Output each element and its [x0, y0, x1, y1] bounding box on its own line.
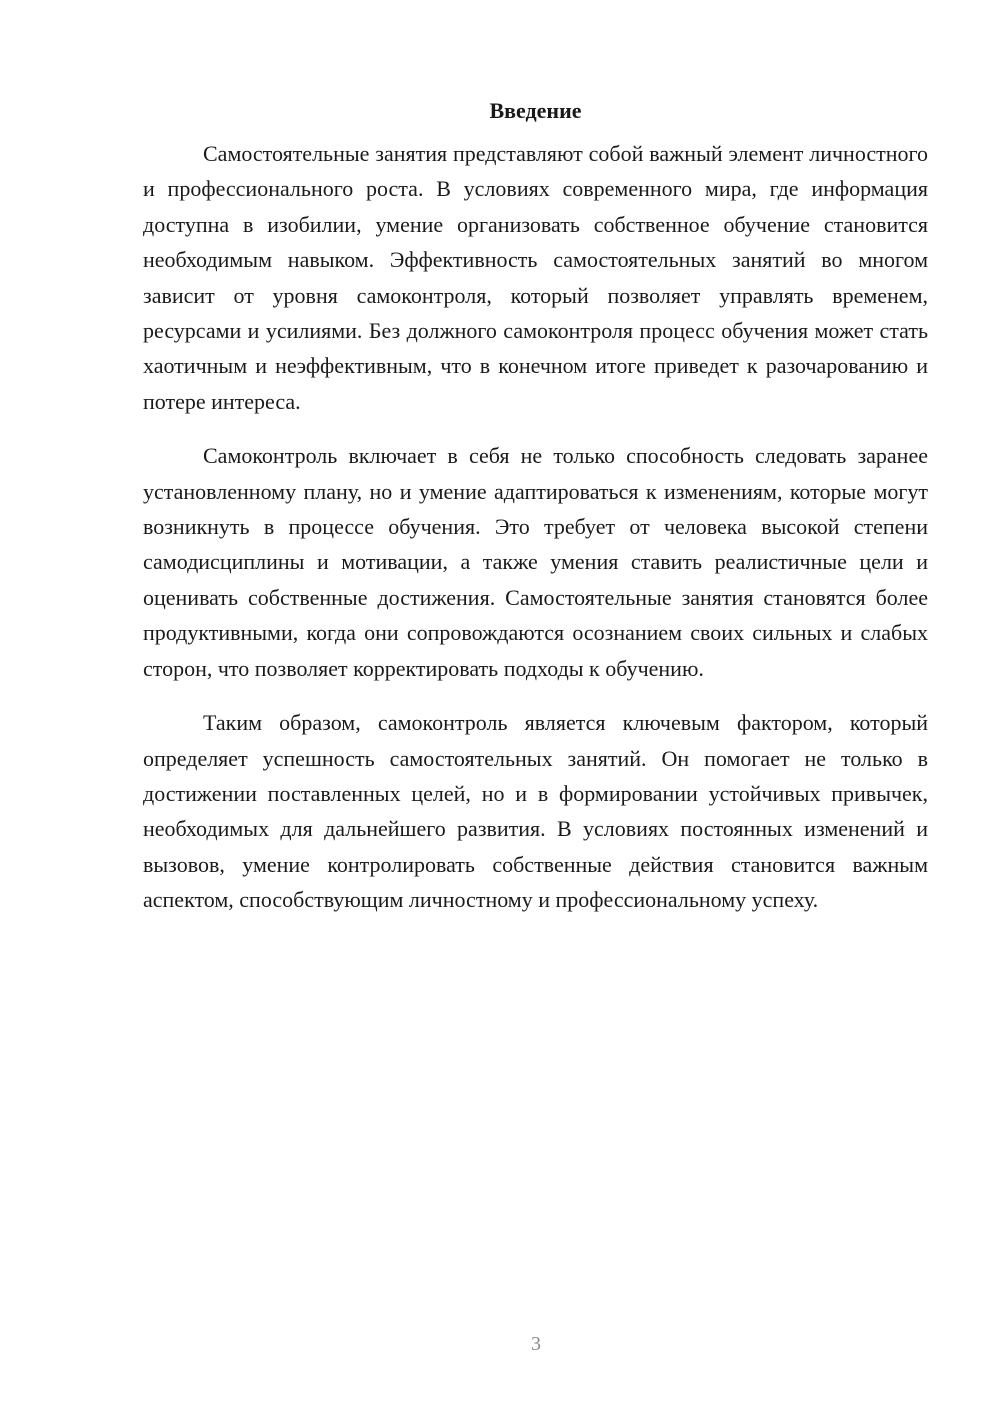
document-title: Введение: [489, 98, 582, 123]
paragraph-2: Самоконтроль включает в себя не только способность следовать заранее установленному плану, но и умение адаптироваться к изменениям, которые могут возникнуть в процессе обучения. Это требует от человека высокой степени самодисциплины и мотивации, а также умения ставить реалистичные цели и оценивать собственные достижения. Самостоятельные занятия становятся более продуктивными, когда они сопровождаются осознанием своих сильных и слабых сторон, что позволяет корректировать подходы к обучению.: [143, 443, 928, 681]
paragraph-3: Таким образом, самоконтроль является ключевым фактором, который определяет успешность самостоятельных занятий. Он помогает не только в достижении поставленных целей, но и в формировании устойчивых привычек, необходимых для дальнейшего развития. В условиях постоянных изменений и вызовов, умение контролировать собственные действия становится важным аспектом, способствующим личностному и профессиональному успеху.: [143, 710, 928, 913]
paragraph-1: Самостоятельные занятия представляют собой важный элемент личностного и профессионального роста. В условиях современного мира, где информация доступна в изобилии, умение организовать собственное обучение становится необходимым навыком. Эффективность самостоятельных занятий во многом зависит от уровня самоконтроля, который позволяет управлять временем, ресурсами и усилиями. Без должного самоконтроля процесс обучения может стать хаотичным и неэффективным, что в конечном итоге приведет к разочарованию и потере интереса.: [143, 141, 928, 414]
document-body: [143, 96, 928, 937]
page-number: 3: [531, 1333, 541, 1355]
